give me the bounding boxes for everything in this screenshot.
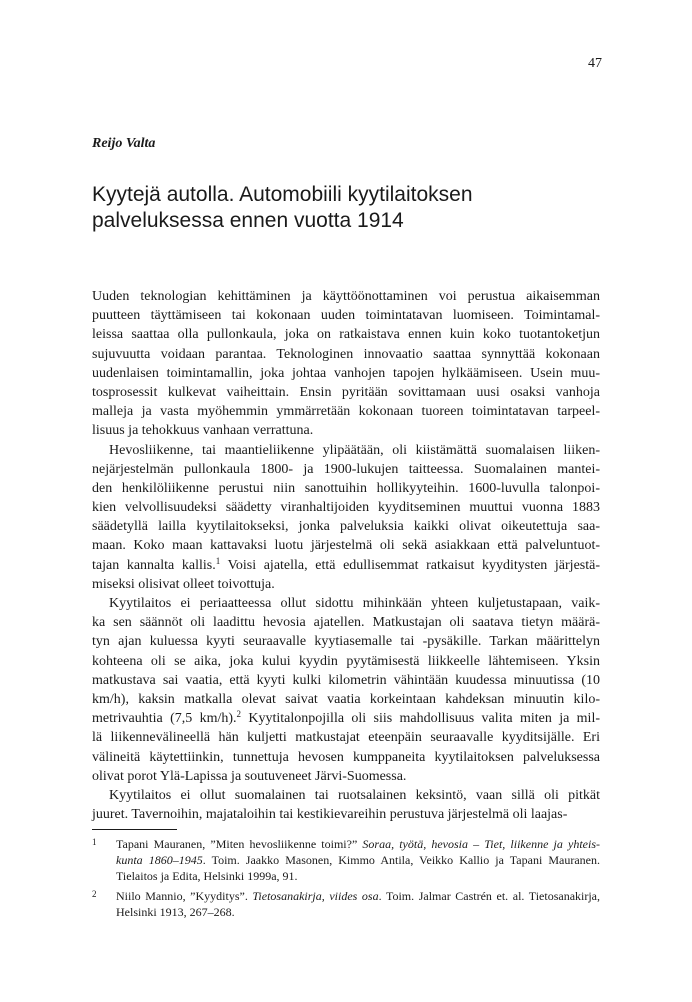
body-line: lä liikennevälineellä hän kuljetti matkustajat eteenpäin seuraavalle kyyditsijälle. Eri	[92, 730, 600, 746]
article-title	[92, 182, 612, 234]
footnote-line: Niilo Mannio, ”Kyyditys”. Tietosanakirja, viides osa. Toim. Jalmar Castrén et. al. Tietosanakirja,	[116, 889, 601, 903]
title-line: Kyytejä autolla. Automobiili kyytilaitoksen	[92, 183, 473, 206]
body-line: tosprosessit kulkevat vaiheittain. Ensin pyritään sovittamaan uusi osaksi vanhoja	[92, 384, 600, 400]
footnotes	[92, 836, 600, 924]
body-line: Kyytilaitos ei ollut suomalainen tai ruotsalainen keksintö, vaan sillä oli pitkät	[109, 787, 600, 803]
footnote	[92, 836, 600, 884]
footnote-reference[interactable]: 2	[236, 709, 242, 720]
footnote-line: Tapani Mauranen, ”Miten hevosliikenne toimi?” Soraa, työtä, hevosia – Tiet, liikenne ja yhteis-	[116, 837, 600, 851]
body-line: kien velvollisuudeksi säädetty viranhaltijoiden kyyditseminen muuttui vuonna 1883	[92, 500, 600, 516]
title-line: palveluksessa ennen vuotta 1914	[92, 209, 404, 232]
body-line: tyn ajan kuluessa kyyti seuraavalle kyytiasemalle tai -pysäkille. Tarkan määrittelyn	[92, 634, 600, 650]
body-line: leissa saattaa olla pullonkaula, joka on ratkaistava ennen kuin koko tuotantoketjun	[92, 327, 600, 343]
footnote-marker: 1	[92, 837, 97, 847]
footnote-divider	[92, 829, 177, 830]
body-line: sujuvuutta voidaan parantaa. Teknologinen innovaatio saattaa synnyttää kokonaan	[92, 346, 600, 362]
body-text	[92, 287, 600, 824]
body-line: nejärjestelmän pullonkaula 1800- ja 1900-lukujen taitteessa. Suomalainen mantei-	[92, 461, 600, 477]
body-line: puutteen täyttämiseen tai kokonaan uuden toimintatavan luomiseen. Toimintamal-	[92, 308, 600, 324]
author-name: Reijo Valta	[92, 136, 156, 151]
body-line: matkustava sai vaatia, että kyyti kulki kilometrin vähintään kuudessa minuutissa (10	[92, 672, 600, 688]
body-line: miseksi olisivat olleet toivottuja.	[92, 576, 275, 592]
footnote	[92, 888, 600, 920]
footnote-marker: 2	[92, 889, 97, 899]
footnote-line: kunta 1860–1945. Toim. Jaakko Masonen, Kimmo Antila, Veikko Kallio ja Tapani Mauranen.	[116, 853, 600, 867]
body-line: uudenlaisen toimintamallin, joka johtaa vanhojen tapojen hylkäämiseen. Usein muu-	[92, 365, 600, 381]
footnote-line: Tielaitos ja Edita, Helsinki 1999a, 91.	[116, 869, 298, 883]
body-line: malleja ja vasta myöhemmin ymmärretään kokonaan tuoreen toimintatavan tarpeel-	[92, 404, 600, 420]
body-line: Kyytilaitos ei periaatteessa ollut sidottu mihinkään yhteen kuljetustapaan, vaik-	[109, 596, 600, 611]
body-line: juuret. Tavernoihin, majataloihin tai kestikievareihin perustuva järjestelmä oli laajas-	[92, 807, 568, 823]
footnote-line: Helsinki 1913, 267–268.	[116, 905, 235, 919]
body-line: välineitä käytettiinkin, tunnettuja hevosen kumppaneita kyytilaitoksen palveluksessa	[92, 749, 600, 765]
body-line: ka sen säännöt oli laadittu hevosia ajatellen. Matkustajan oli saatava tietyn määrä-	[92, 615, 600, 631]
body-line: olivat porot Ylä-Lapissa ja soutuveneet Järvi-Suomessa.	[92, 768, 407, 784]
body-line: säädetyllä lailla kyytilaitokseksi, jonka palveluksia kaikki olivat oikeutettuja saa-	[92, 519, 600, 535]
body-line: den henkilöliikenne perustui niin sanottuihin hollikyyteihin. 1600-luvulla talonpoi-	[92, 480, 600, 496]
body-line: lisuus ja tehokkuus vanhaan verrattuna.	[92, 423, 314, 439]
body-line: tajan kannalta kallis.$^1$ Voisi ajatella, että edullisemmat ratkaisut kyyditysten järjestä-	[92, 555, 600, 573]
body-line: maan. Koko maan kattavaksi luotu järjestelmä oli sekä asiakkaan että palveluntuot-	[92, 538, 600, 554]
body-line: Uuden teknologian kehittäminen ja käyttöönottaminen voi perustua aikaisemman	[92, 289, 600, 304]
body-line: km/h), kaksin matkalla olevat saivat vaatia korkeintaan kahdeksan minuutin kilo-	[92, 691, 600, 707]
footnote-reference[interactable]: 1	[215, 555, 221, 566]
body-line: kohteena oli se aika, joka kului kyydin pyytämisestä liikkeelle lähtemiseen. Yksin	[92, 653, 600, 669]
body-line: metrivauhtia (7,5 km/h).$^2$ Kyytitalonpojilla oli siis mahdollisuus valita miten ja mil-	[92, 709, 600, 727]
page-number: 47	[588, 56, 602, 71]
body-line: Hevosliikenne, tai maantieliikenne ylipäätään, oli kiistämättä suomalaisen liiken-	[109, 442, 600, 458]
